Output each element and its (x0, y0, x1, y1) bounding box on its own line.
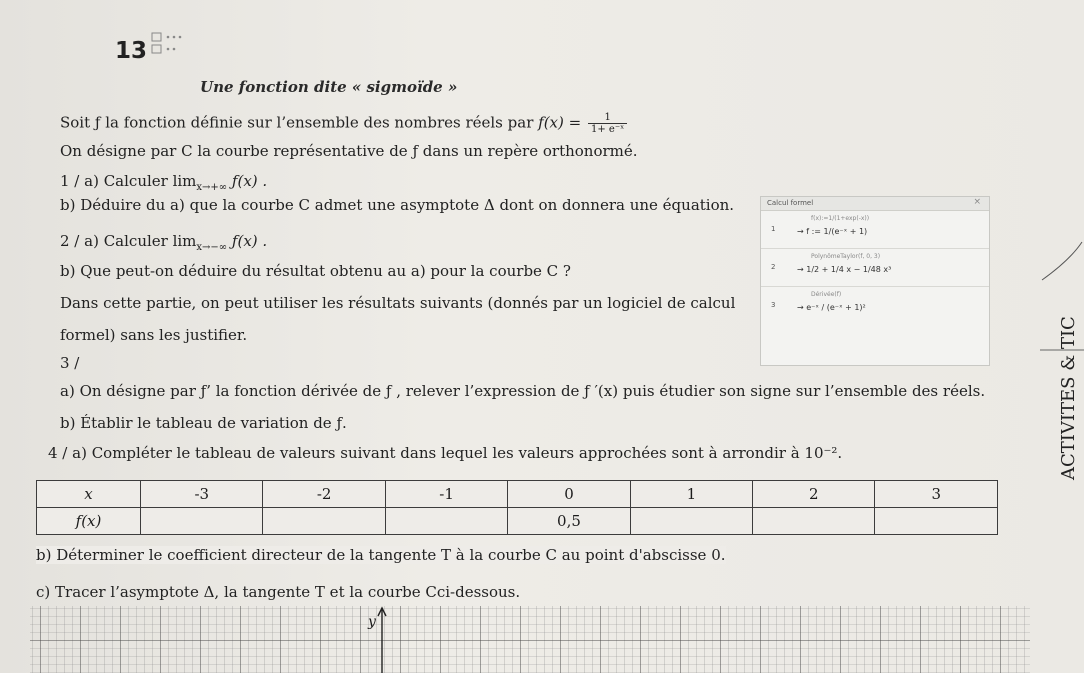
table-cell[interactable] (263, 508, 385, 535)
grid-icon (150, 30, 200, 66)
table-header-fx: f(x) (37, 508, 141, 535)
table-row (37, 481, 998, 508)
question-3b: b) Établir le tableau de variation de ƒ. (60, 414, 347, 432)
part-intro-line-1: Dans cette partie, on peut utiliser les résultats suivants (donnés par un logiciel de calcul (60, 294, 736, 312)
question-4b: b) Déterminer le coefficient directeur de la tangente T à la courbe C au point d'abscisse 0. (36, 546, 726, 564)
question-1b: b) Déduire du a) que la courbe C admet une asymptote Δ dont on donnera une équation. (60, 196, 735, 214)
table-cell: -1 (385, 481, 507, 508)
question-3a: a) On désigne par ƒ’ la fonction dérivée de ƒ , relever l’expression de ƒ ′(x) puis étudier son signe sur l’ensemble des réels. (60, 382, 986, 400)
table-cell: 0 (508, 481, 630, 508)
part-intro-line-2: formel) sans les justifier. (60, 326, 248, 344)
y-axis-label: y (368, 614, 376, 630)
exercise-title: Une fonction dite « sigmoïde » (200, 78, 458, 96)
exercise-number: 13 (115, 38, 148, 64)
cas-panel-header: Calcul formel × (761, 197, 989, 211)
cas-row: 2 PolynômeTaylor(f, 0, 3) → 1/2 + 1/4 x − 1/48 x³ (761, 249, 989, 287)
table-cell: 3 (875, 481, 998, 508)
table-cell: -2 (263, 481, 385, 508)
close-icon: × (973, 197, 981, 207)
value-table (36, 480, 998, 535)
side-text: ACTIVITES & TIC (1058, 316, 1079, 480)
table-header-x: x (37, 481, 141, 508)
intro-fraction: $\frac{1}{\text{1+ e⁻ˣ}}$ (588, 112, 627, 135)
question-4a: 4 / a) Compléter le tableau de valeurs suivant dans lequel les valeurs approchées sont à arrondir à 10⁻². (48, 444, 843, 462)
table-cell[interactable] (141, 508, 263, 535)
table-cell: -3 (141, 481, 263, 508)
table-cell: 2 (753, 481, 875, 508)
question-2a: 2 / a) Calculer $\lim_{x\to-\infty}$ ƒ(x) . (60, 232, 268, 253)
table-row (37, 508, 998, 535)
table-cell: 1 (630, 481, 752, 508)
graph-paper (0, 600, 1084, 673)
cas-row: 3 Dérivée(f) → e⁻ˣ / (e⁻ˣ + 1)² (771, 291, 866, 312)
question-3: 3 / (60, 354, 80, 372)
cas-panel (760, 196, 990, 366)
table-cell[interactable] (385, 508, 507, 535)
question-1a: 1 / a) Calculer $\lim_{x\to+\infty}$ ƒ(x) . (60, 172, 268, 193)
question-4c: c) Tracer l’asymptote Δ, la tangente T et la courbe Cci-dessous. (36, 583, 521, 601)
intro-line: Soit ƒ la fonction définie sur l’ensemble des nombres réels par f(x) = $\frac{1}{\text{1+ e⁻ˣ}}$ (60, 112, 627, 135)
table-cell[interactable] (875, 508, 998, 535)
cas-row: 1 f(x):=1/(1+exp(-x)) → f := 1/(e⁻ˣ + 1) (761, 211, 989, 249)
table-cell[interactable] (753, 508, 875, 535)
curve-definition: On désigne par C la courbe représentative de ƒ dans un repère orthonormé. (60, 142, 638, 160)
table-cell[interactable] (630, 508, 752, 535)
table-cell: 0,5 (508, 508, 630, 535)
question-2b: b) Que peut-on déduire du résultat obtenu au a) pour la courbe C ? (60, 262, 571, 280)
